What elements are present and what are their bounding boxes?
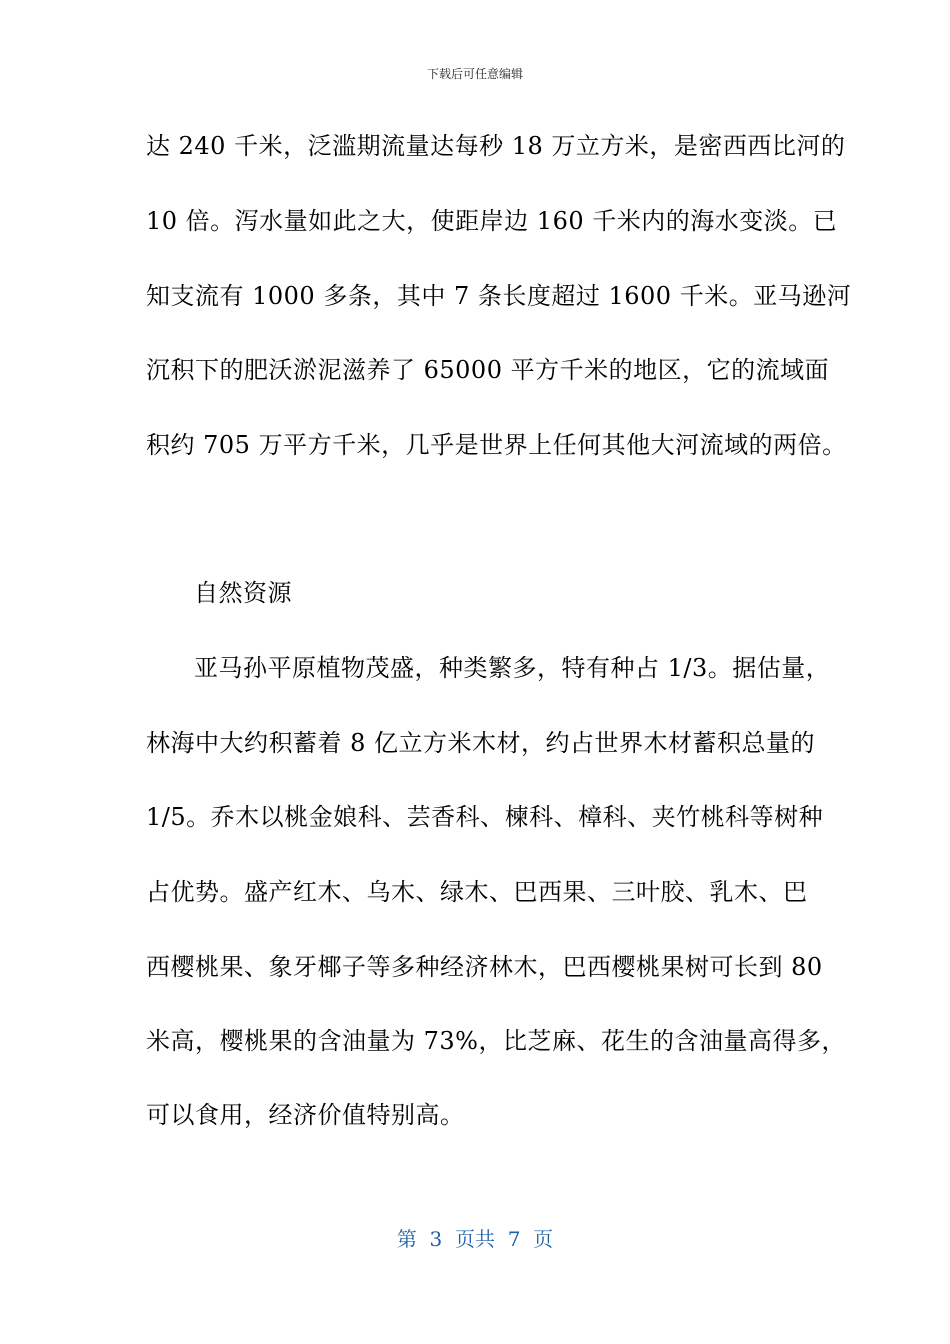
paragraph-line: 10 倍。泻水量如此之大，使距岸边 160 千米内的海水变淡。已 <box>146 207 838 235</box>
page-number-footer: 第 3 页共 7 页 <box>396 1227 554 1251</box>
paragraph-line: 积约 705 万平方千米，几乎是世界上任何其他大河流域的两倍。 <box>146 431 847 459</box>
paragraph-line: 可以食用，经济价值特别高。 <box>146 1101 465 1129</box>
paragraph-line: 沉积下的肥沃淤泥滋养了 65000 平方千米的地区，它的流域面 <box>146 356 830 384</box>
paragraph-line: 占优势。盛产红木、乌木、绿木、巴西果、三叶胶、乳木、巴 <box>146 878 808 906</box>
section-heading: 自然资源 <box>194 579 292 607</box>
paragraph-line: 1/5。乔木以桃金娘科、芸香科、楝科、樟科、夹竹桃科等树种 <box>146 803 824 831</box>
paragraph-line: 西樱桃果、象牙椰子等多种经济林木，巴西樱桃果树可长到 80 <box>146 953 823 981</box>
paragraph-line: 达 240 千米，泛滥期流量达每秒 18 万立方米，是密西西比河的 <box>146 132 846 160</box>
paragraph-line: 米高，樱桃果的含油量为 73%，比芝麻、花生的含油量高得多， <box>146 1027 846 1055</box>
paragraph-line: 亚马孙平原植物茂盛，种类繁多，特有种占 1/3。据估量， <box>194 654 831 682</box>
page-header: 下载后可任意编辑 <box>426 67 523 81</box>
paragraph-line: 知支流有 1000 多条，其中 7 条长度超过 1600 千米。亚马逊河 <box>146 282 852 310</box>
paragraph-line: 林海中大约积蓄着 8 亿立方米木材，约占世界木材蓄积总量的 <box>146 729 816 757</box>
